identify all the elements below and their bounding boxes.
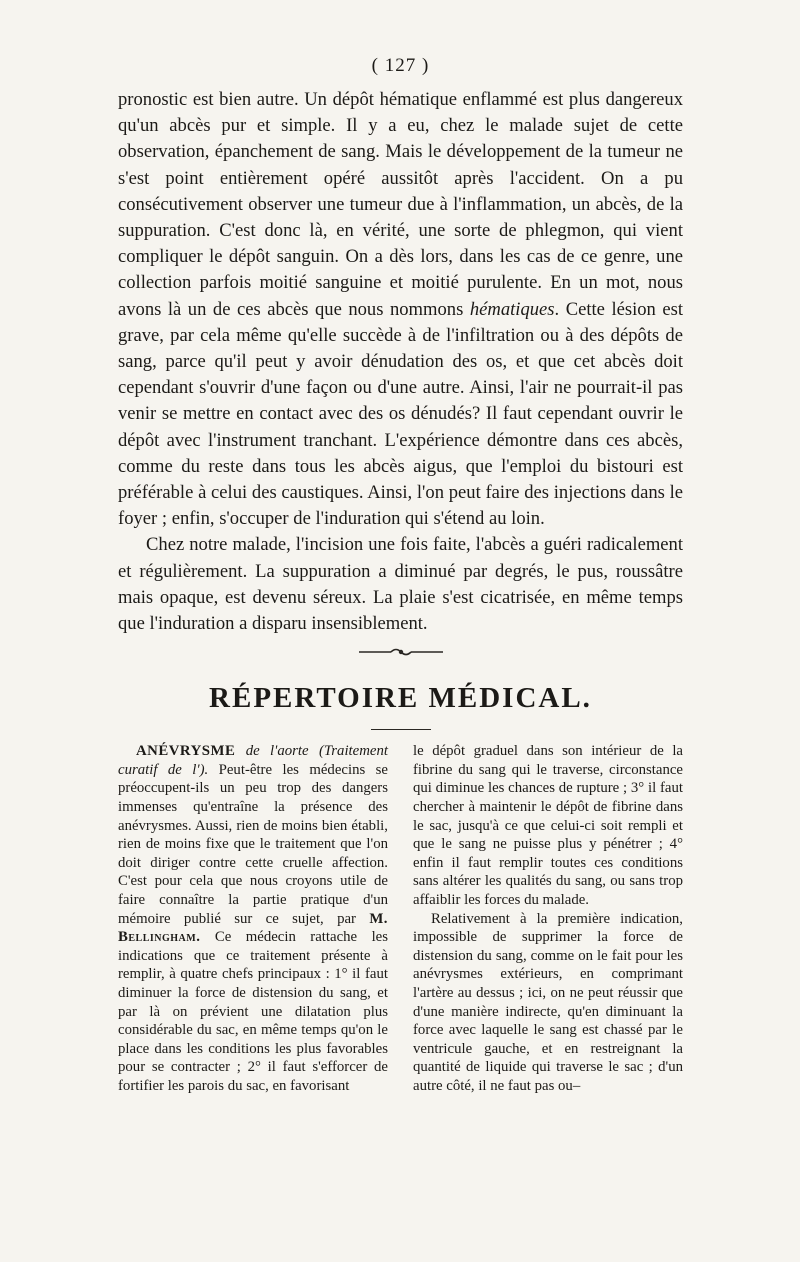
section-heading: RÉPERTOIRE MÉDICAL. [209,682,592,715]
book-page [118,55,683,1096]
paragraph-1-rest: . Cette lésion est grave, par cela même qu'elle succède à de l'infiltration ou à des dépôts de sang, parce qu'il peut y avoir dénudation des os, et que cet abcès doit cependant s'ouvrir d'une façon ou d'une autre. Ainsi, l'air ne pourrait-il pas venir se mettre en contact avec des os dénudés? Il faut cependant ouvrir le dépôt avec l'instrument tranchant. L'expérience démontre dans ces abcès, comme du reste dans tous les abcès aigus, que l'emploi du bistouri est préférable à celui des caustiques. Ainsi, l'on peut faire des injections dans le foyer ; enfin, s'occuper de l'induration qui s'étend au loin. [118,298,684,530]
body-paragraph-2: Chez notre malade, l'incision une fois faite, l'abcès a guéri radicalement et régulièrement. La suppuration a diminué par degrés, le pus, roussâtre mais opaque, est devenu séreux. La plaie s'est cicatrisée, en même temps que l'induration a disparu insensiblement. [118,534,683,635]
page-number: ( 127 ) [371,55,430,76]
entry-head: ANÉVRYSME [136,743,236,760]
right-column [413,742,683,1095]
entry-subtitle: de l'aorte (Traitement curatif de l'). [118,743,388,778]
entry-text: Peut-être les médecins se préoccupent-ils un peu trop des dangers immenses qu'entraîne la présence des anévrysmes. Aussi, rien de moins bien établi, rien de moins fixe que le traitement que l'on doit diriger contre cette cruelle affection. C'est pour cela que nous croyons utile de faire connaître la partie pratique d'un mémoire publié sur ce sujet, par [118,761,388,927]
paragraph-1-italic-term: hématiques [469,298,555,320]
heading-rule [371,729,431,730]
right-paragraph-2: Relativement à la première indication, impossible de supprimer la force de distension du sang, comme on le fait pour les anévrysmes extérieurs, en comprimant l'artère au dessus ; ici, on ne peut réussir que d'une manière indirecte, qu'en diminuant la force avec laquelle le sang est chassé par le ventricule gauche, et en restreignant la quantité de liquide qui traverse le sac ; d'un autre côté, il ne faut pas ou– [413,910,683,1094]
entry-aneurysm [118,742,388,1095]
body-paragraph-1 [118,87,683,532]
entry-author: M. Bellingham. [118,910,388,946]
two-column-text [118,742,683,1095]
right-paragraph-1: le dépôt graduel dans son intérieur de la fibrine du sang qui le traverse, circonstance qui diminue les chances de rupture ; 3° il faut chercher à maintenir le dépôt de fibrine dans le sac, jusqu'à ce que celui-ci soit rempli et que le sang ne puisse plus y pénétrer ; 4° enfin il faut remplir toutes ces conditions sans altérer les qualités du sang, ou sans trop affaiblir les forces du malade. [413,743,683,909]
paragraph-1-text: pronostic est bien autre. Un dépôt hématique enflammé est plus dangereux qu'un abcès pur et simple. Il y a eu, chez le malade sujet de cette observation, épanchement de sang. Mais le développement de la tumeur ne s'est point entièrement opéré aussitôt après l'accident. On a pu consécutivement observer une tumeur due à l'inflammation, un abcès, de la suppuration. C'est donc là, en vérité, une sorte de phlegmon, qui vient compliquer le dépôt sanguin. On a dès lors, dans les cas de ce genre, une collection parfois moitié sanguine et moitié purulente. En un mot, nous avons là un de ces abcès que nous nommons [118,89,683,320]
left-column [118,742,388,1095]
entry-text-2: Ce médecin rattache les indications que ce traitement présente à remplir, à quatre chefs principaux : 1° il faut diminuer la force de distension du sang, et par là on prévient une dilatation plus considérable du sac, en même temps qu'on le place dans les conditions les plus favorables pour se contracter ; 2° il faut s'efforcer de fortifier les parois du sac, en favorisant [118,929,388,1094]
ornament-divider [341,645,461,659]
